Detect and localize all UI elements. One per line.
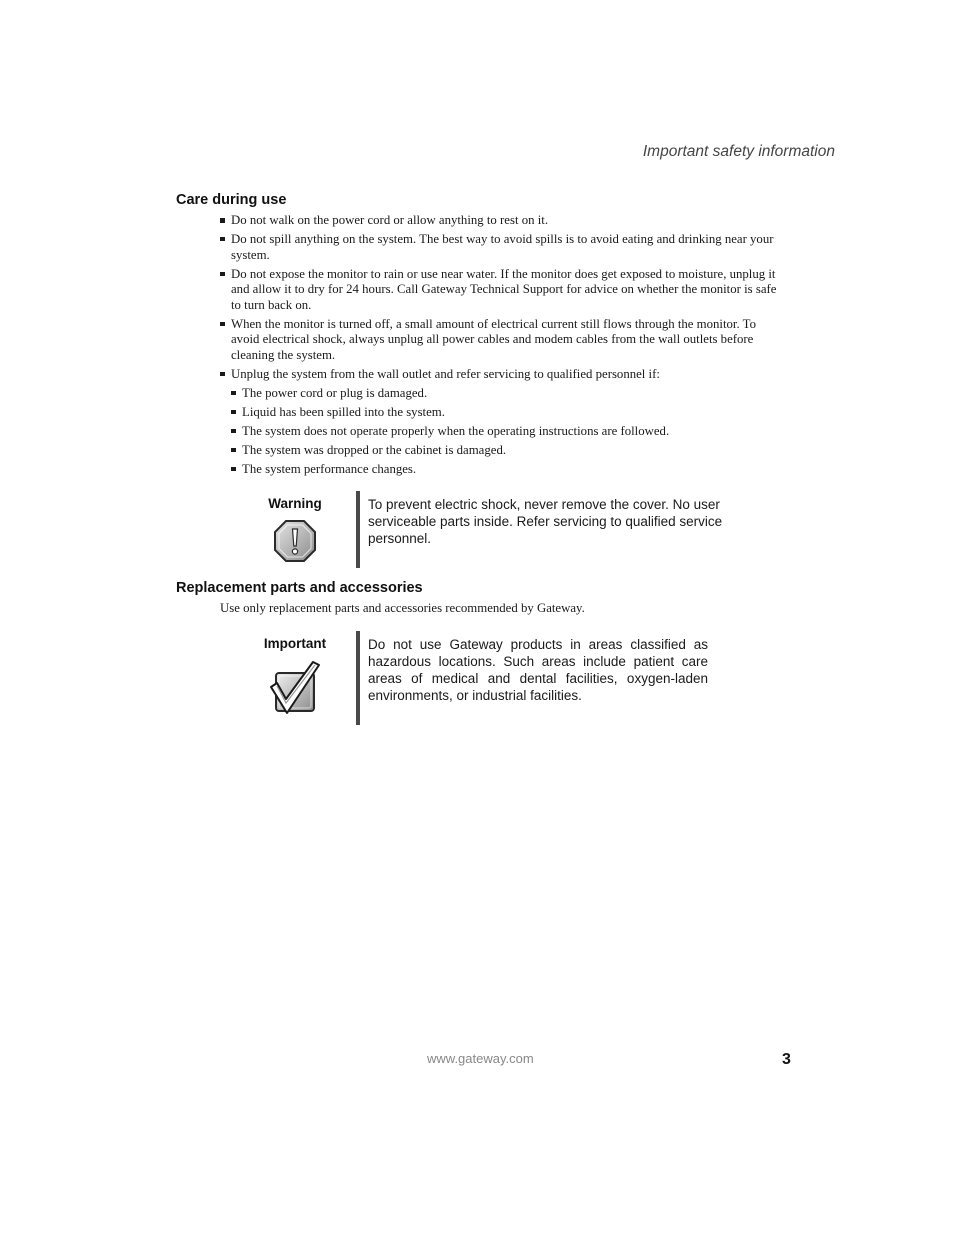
important-label: Important — [263, 636, 327, 651]
sub-bullet-item: The system was dropped or the cabinet is damaged. — [231, 443, 782, 459]
bullet-item-text: Unplug the system from the wall outlet and refer servicing to qualified personnel if: — [231, 366, 660, 381]
sub-bullet-item: The system does not operate properly when the operating instructions are followed. — [231, 424, 782, 440]
sub-bullet-item: The system performance changes. — [231, 462, 782, 478]
section-heading-care-during-use: Care during use — [176, 192, 287, 208]
sub-bullet-item: Liquid has been spilled into the system. — [231, 405, 782, 421]
care-bullet-list — [220, 213, 782, 481]
running-header: Important safety information — [642, 143, 835, 160]
sub-bullet-item: The power cord or plug is damaged. — [231, 386, 782, 402]
bullet-item: Do not walk on the power cord or allow anything to rest on it. — [220, 213, 782, 229]
page-number: 3 — [782, 1051, 791, 1068]
bullet-item: Do not expose the monitor to rain or use near water. If the monitor does get exposed to moisture, unplug it and allow it to dry for 24 hours. Call Gateway Technical Support for advice on whether the monitor is safe to turn back on. — [220, 267, 782, 314]
sub-bullet-list — [231, 386, 782, 478]
section-heading-replacement-parts: Replacement parts and accessories — [176, 580, 423, 596]
important-divider-bar — [356, 631, 360, 725]
bullet-item: Do not spill anything on the system. The best way to avoid spills is to avoid eating and drinking near your system. — [220, 232, 782, 263]
bullet-item-unplug — [220, 367, 782, 478]
footer-url: www.gateway.com — [427, 1051, 534, 1066]
checkmark-box-icon — [268, 659, 322, 717]
bullet-item: When the monitor is turned off, a small amount of electrical current still flows through the monitor. To avoid electrical shock, always unplug all power cables and modem cables from the wall outlets before cleaning the system. — [220, 317, 782, 364]
warning-text: To prevent electric shock, never remove the cover. No user serviceable parts inside. Refer servicing to qualified service personnel. — [368, 497, 723, 546]
replacement-body-text: Use only replacement parts and accessories recommended by Gateway. — [220, 601, 585, 615]
warning-label: Warning — [268, 496, 322, 511]
warning-octagon-icon — [273, 519, 317, 563]
warning-divider-bar — [356, 491, 360, 568]
important-text: Do not use Gateway products in areas classified as hazardous locations. Such areas include patient care areas of medical and dental facilities, oxygen-laden environments, or industrial facilities. — [368, 637, 708, 703]
